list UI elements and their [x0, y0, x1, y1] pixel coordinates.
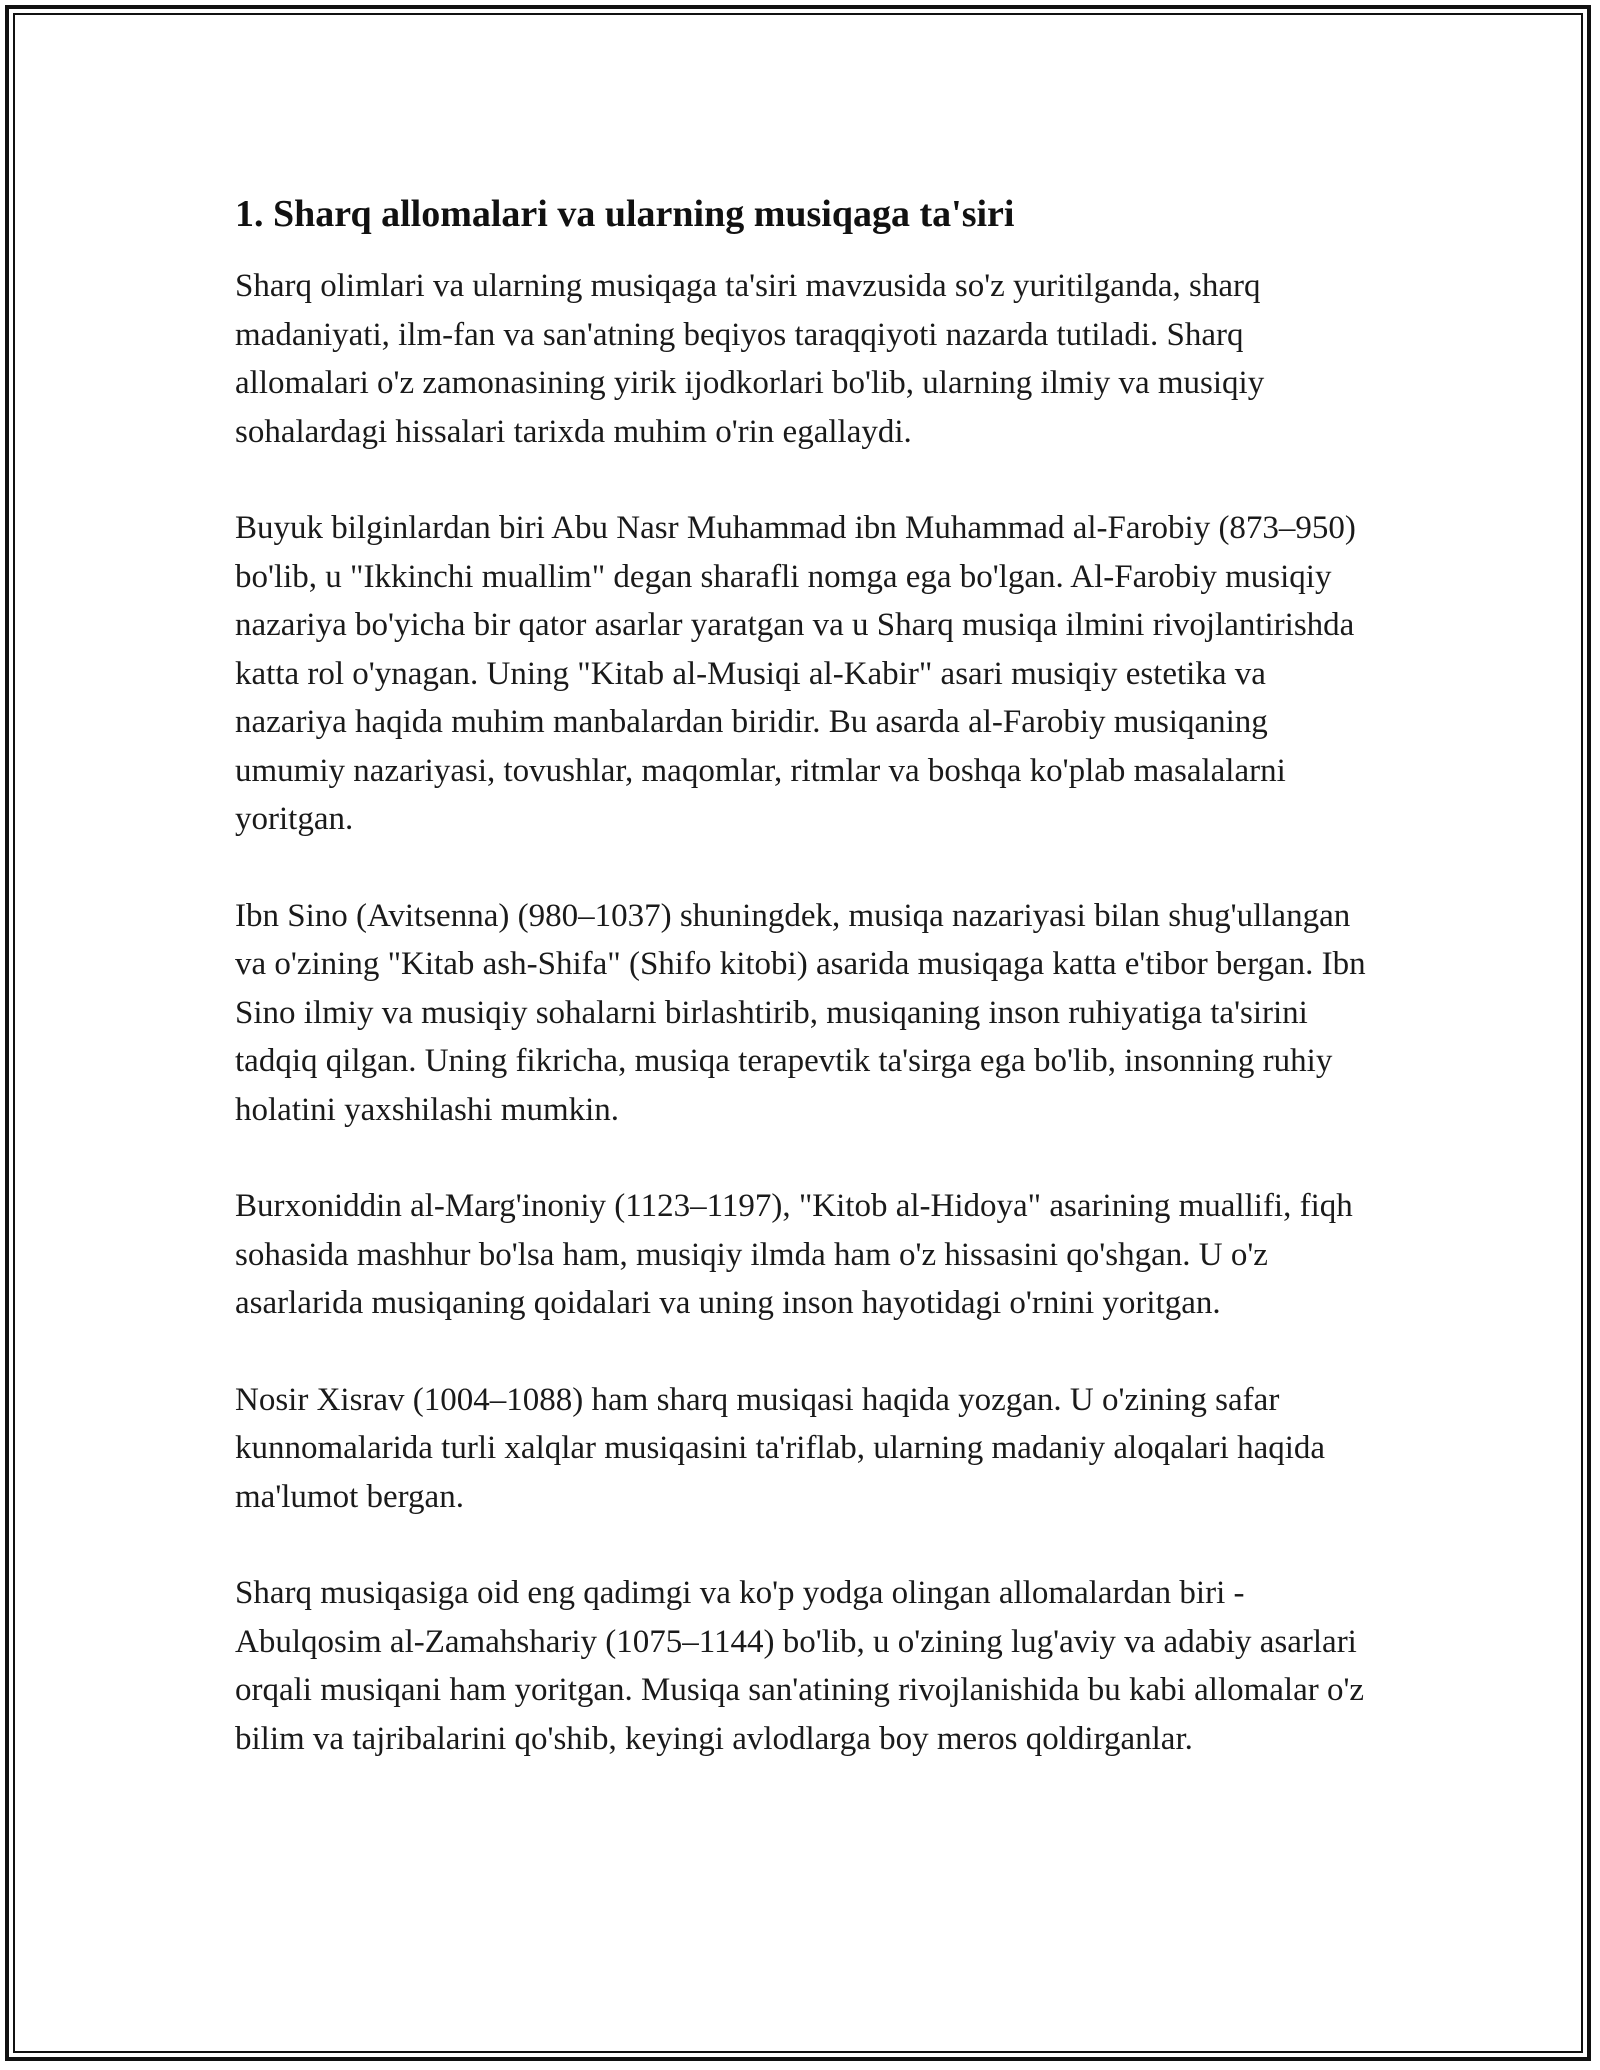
paragraph-farobiy: Buyuk bilginlardan biri Abu Nasr Muhammad ibn Muhammad al-Farobiy (873–950) bo'lib, u "Ikkinchi muallim" degan sharafli nomga ega bo'lgan. Al-Farobiy musiqiy nazariya bo'yicha bir qator asarlar yaratgan va u Sharq musiqa ilmini rivojlantirishda katta rol o'ynagan. Uning "Kitab al-Musiqi al-Kabir" asari musiqiy estetika va nazariya haqida muhim manbalardan biridir. Bu asarda al-Farobiy musiqaning umumiy nazariyasi, tovushlar, maqomlar, ritmlar va boshqa ko'plab masalalarni yoritgan.: [235, 510, 1356, 837]
document-body: [235, 190, 1385, 1811]
section-title: 1. Sharq allomalari va ularning musiqaga ta'siri: [235, 193, 1015, 235]
paragraph-ibn-sino: Ibn Sino (Avitsenna) (980–1037) shuningdek, musiqa nazariyasi bilan shug'ullangan va o'zining "Kitab ash-Shifa" (Shifo kitobi) asarida musiqaga katta e'tibor bergan. Ibn Sino ilmiy va musiqiy sohalarni birlashtirib, musiqaning inson ruhiyatiga ta'sirini tadqiq qilgan. Uning fikricha, musiqa terapevtik ta'sirga ega bo'lib, insonning ruhiy holatini yaxshilashi mumkin.: [235, 897, 1366, 1128]
paragraph-zamahshariy: Sharq musiqasiga oid eng qadimgi va ko'p yodga olingan allomalardan biri - Abulqosim al-Zamahshariy (1075–1144) bo'lib, u o'zining lug'aviy va adabiy asarlari orqali musiqani ham yoritgan. Musiqa san'atining rivojlanishida bu kabi allomalar o'z bilim va tajribalarini qo'shib, keyingi avlodlarga boy meros qoldirganlar.: [235, 1575, 1365, 1757]
paragraph-intro: Sharq olimlari va ularning musiqaga ta'siri mavzusida so'z yuritilganda, sharq madaniyati, ilm-fan va san'atning beqiyos taraqqiyoti nazarda tutiladi. Sharq allomalari o'z zamonasining yirik ijodkorlari bo'lib, ularning ilmiy va musiqiy sohalardagi hissalari tarixda muhim o'rin egallaydi.: [235, 268, 1265, 450]
paragraph-marginoniy: Burxoniddin al-Marg'inoniy (1123–1197), "Kitob al-Hidoya" asarining muallifi, fiqh sohasida mashhur bo'lsa ham, musiqiy ilmda ham o'z hissasini qo'shgan. U o'z asarlarida musiqaning qoidalari va uning inson hayotidagi o'rnini yoritgan.: [235, 1188, 1353, 1321]
paragraph-nosir-xisrav: Nosir Xisrav (1004–1088) ham sharq musiqasi haqida yozgan. U o'zining safar kunnomalarida turli xalqlar musiqasini ta'riflab, ularning madaniy aloqalari haqida ma'lumot bergan.: [235, 1381, 1326, 1515]
